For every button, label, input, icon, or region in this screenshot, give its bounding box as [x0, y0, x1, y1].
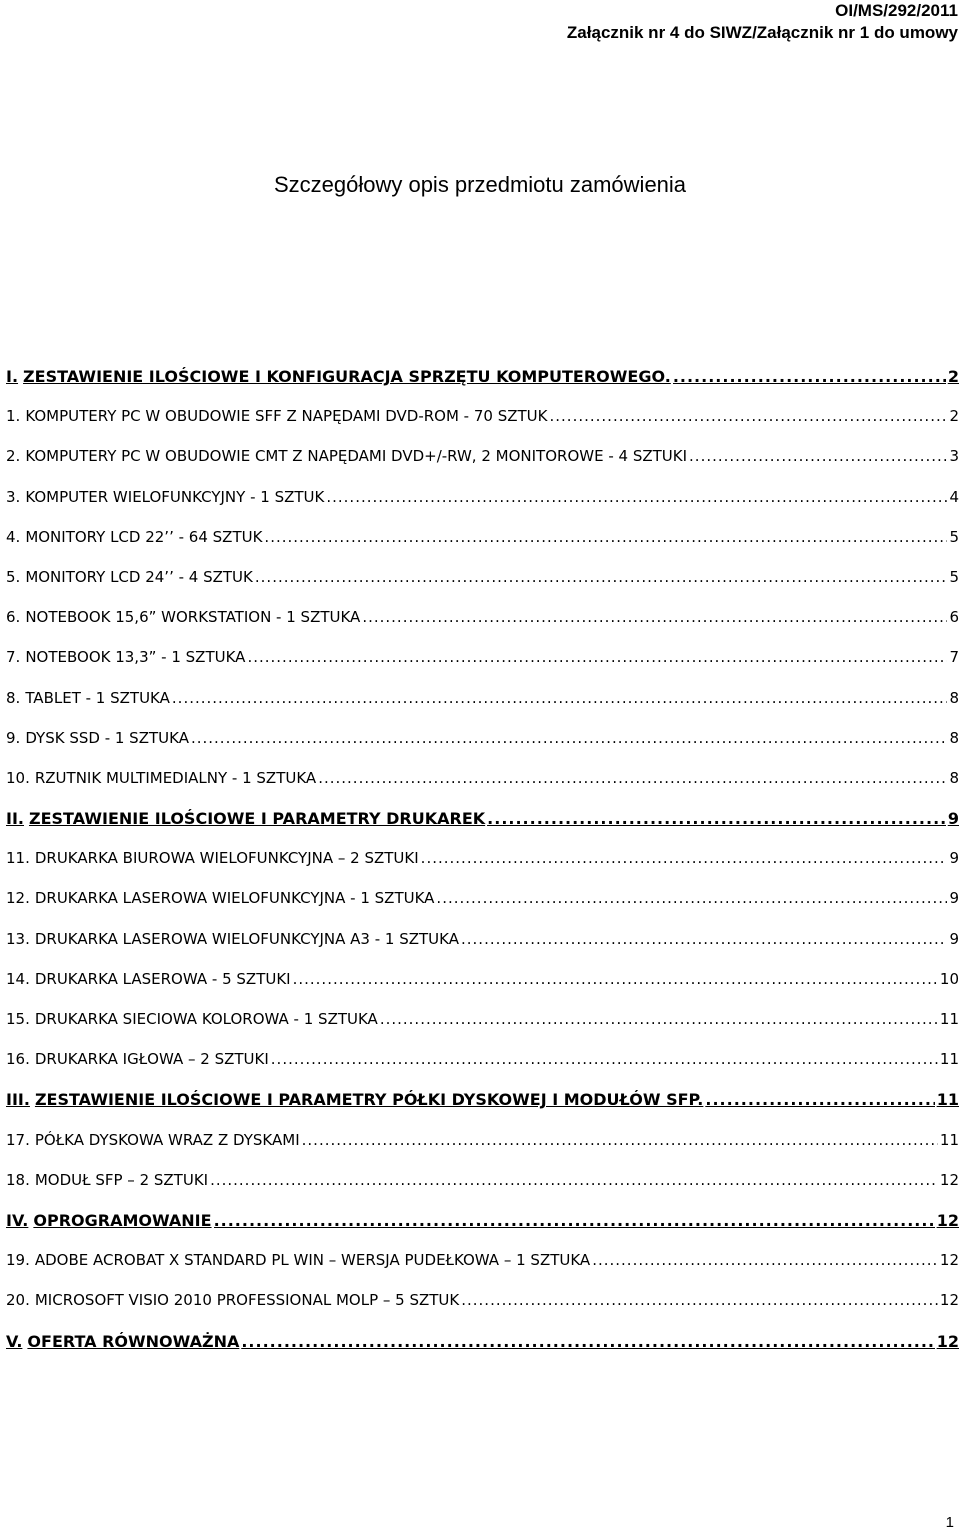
toc-entry-page: 9 — [949, 889, 959, 908]
toc-entry-number: V. — [6, 1331, 23, 1351]
toc-dot-leader — [362, 608, 947, 626]
toc-entry[interactable] — [6, 729, 959, 769]
toc-dot-leader — [264, 528, 947, 546]
toc-dot-leader — [461, 930, 947, 948]
toc-entry-page: 5 — [949, 527, 959, 546]
toc-entry-page: 12 — [939, 1170, 959, 1189]
toc-entry[interactable] — [6, 608, 959, 648]
toc-entry-label: MONITORY LCD 22’’ - 64 SZTUK — [25, 527, 263, 546]
toc-entry-page: 12 — [939, 1251, 959, 1270]
toc-dot-leader — [241, 1332, 934, 1351]
toc-entry[interactable] — [6, 849, 959, 889]
toc-entry-number: 9. — [6, 728, 21, 747]
toc-entry-number: 12. — [6, 889, 30, 908]
toc-entry-number: IV. — [6, 1210, 29, 1230]
toc-entry-label: ZESTAWIENIE ILOŚCIOWE I PARAMETRY DRUKAREK — [28, 809, 486, 829]
toc-entry-label: DRUKARKA LASEROWA WIELOFUNKCYJNA - 1 SZTUKA — [34, 889, 435, 908]
toc-entry-label: MODUŁ SFP – 2 SZTUKI — [34, 1170, 209, 1189]
toc-dot-leader — [326, 488, 947, 506]
document-header — [567, 0, 958, 44]
toc-entry-page: 12 — [939, 1291, 959, 1310]
toc-entry-number: III. — [6, 1090, 30, 1110]
toc-dot-leader — [318, 769, 947, 787]
toc-entry-number: 20. — [6, 1291, 30, 1310]
toc-entry[interactable] — [6, 648, 959, 688]
toc-entry-page: 6 — [949, 608, 959, 627]
toc-entry-label: DRUKARKA LASEROWA WIELOFUNKCYJNA A3 - 1 SZTUKA — [34, 929, 459, 948]
toc-entry[interactable] — [6, 1251, 959, 1291]
toc-entry-page: 8 — [949, 688, 959, 707]
toc-entry-number: 11. — [6, 849, 30, 868]
toc-entry-number: 10. — [6, 768, 30, 787]
toc-dot-leader — [436, 889, 947, 907]
toc-dot-leader — [191, 729, 947, 747]
toc-entry-number: 4. — [6, 527, 21, 546]
toc-entry-page: 11 — [939, 1050, 959, 1069]
toc-dot-leader — [293, 970, 938, 988]
toc-entry[interactable] — [6, 1291, 959, 1331]
toc-dot-leader — [487, 809, 946, 828]
toc-dot-leader — [421, 849, 948, 867]
toc-entry-page: 11 — [939, 1130, 959, 1149]
toc-dot-leader — [461, 1291, 938, 1309]
toc-entry-page: 9 — [947, 809, 959, 829]
toc-dot-leader — [673, 367, 946, 386]
toc-entry-number: 7. — [6, 648, 21, 667]
toc-dot-leader — [214, 1211, 935, 1230]
toc-entry-number: 19. — [6, 1251, 30, 1270]
toc-dot-leader — [705, 1090, 934, 1109]
toc-entry-page: 4 — [949, 487, 959, 506]
attachment-label: Załącznik nr 4 do SIWZ/Załącznik nr 1 do umowy — [566, 23, 958, 42]
toc-entry-label: NOTEBOOK 15,6” WORKSTATION - 1 SZTUKA — [25, 608, 361, 627]
toc-entry[interactable] — [6, 689, 959, 729]
toc-entry[interactable] — [6, 1131, 959, 1171]
toc-entry-label: ZESTAWIENIE ILOŚCIOWE I PARAMETRY PÓŁKI DYSKOWEJ I MODUŁÓW SFP. — [34, 1090, 704, 1110]
toc-entry-label: DRUKARKA SIECIOWA KOLOROWA - 1 SZTUKA — [34, 1010, 378, 1028]
toc-entry-page: 11 — [939, 1010, 959, 1028]
page-number: 1 — [945, 1514, 954, 1531]
document-title: Szczegółowy opis przedmiotu zamówienia — [273, 172, 687, 197]
toc-entry[interactable] — [6, 1050, 959, 1090]
toc-entry-number: 14. — [6, 969, 30, 988]
toc-entry-page: 12 — [936, 1331, 959, 1351]
table-of-contents — [6, 367, 959, 1372]
toc-entry-number: II. — [6, 809, 24, 829]
toc-entry-label: RZUTNIK MULTIMEDIALNY - 1 SZTUKA — [34, 768, 317, 787]
toc-entry-label: DRUKARKA IGŁOWA – 2 SZTUKI — [34, 1050, 269, 1069]
toc-entry-label: KOMPUTERY PC W OBUDOWIE CMT Z NAPĘDAMI DVD+/-RW, 2 MONITOROWE - 4 SZTUKI — [25, 447, 688, 466]
toc-entry-number: 2. — [6, 447, 21, 466]
toc-entry[interactable] — [6, 1010, 959, 1050]
toc-entry-page: 2 — [949, 407, 959, 426]
toc-entry-number: 6. — [6, 608, 21, 627]
toc-entry-page: 12 — [936, 1210, 959, 1230]
toc-entry-label: KOMPUTER WIELOFUNKCYJNY - 1 SZTUK — [25, 487, 325, 506]
toc-entry[interactable] — [6, 407, 959, 447]
toc-entry[interactable] — [6, 970, 959, 1010]
toc-dot-leader — [210, 1171, 938, 1189]
toc-dot-leader — [172, 689, 948, 707]
toc-entry-page: 5 — [949, 567, 959, 586]
toc-entry-label: MONITORY LCD 24’’ - 4 SZTUK — [25, 567, 253, 586]
toc-entry-label: DRUKARKA LASEROWA - 5 SZTUKI — [34, 969, 291, 988]
toc-entry-page: 7 — [949, 648, 959, 667]
toc-entry-label: OFERTA RÓWNOWAŻNA — [27, 1331, 240, 1351]
toc-entry-label: MICROSOFT VISIO 2010 PROFESSIONAL MOLP – 5 SZTUK — [34, 1291, 460, 1310]
toc-entry-page: 10 — [939, 969, 959, 988]
toc-entry[interactable] — [6, 447, 959, 487]
toc-entry-number: 1. — [6, 407, 21, 426]
toc-dot-leader — [302, 1131, 938, 1149]
toc-entry-label: NOTEBOOK 13,3” - 1 SZTUKA — [25, 648, 246, 667]
toc-dot-leader — [380, 1010, 938, 1028]
toc-entry-page: 9 — [949, 849, 959, 868]
toc-entry-number: 17. — [6, 1130, 30, 1149]
toc-entry-number: 5. — [6, 567, 21, 586]
toc-dot-leader — [255, 568, 948, 586]
toc-section-entry[interactable] — [6, 1211, 959, 1251]
toc-entry[interactable] — [6, 930, 959, 970]
toc-entry-number: 18. — [6, 1170, 30, 1189]
reference-number: OI/MS/292/2011 — [835, 1, 958, 20]
toc-entry-label: PÓŁKA DYSKOWA WRAZ Z DYSKAMI — [34, 1130, 300, 1149]
toc-entry-label: TABLET - 1 SZTUKA — [25, 688, 170, 707]
toc-dot-leader — [271, 1050, 938, 1068]
toc-section-entry[interactable] — [6, 809, 959, 849]
toc-dot-leader — [550, 407, 948, 425]
toc-entry-number: 15. — [6, 1010, 30, 1028]
toc-entry[interactable] — [6, 568, 959, 608]
toc-entry-number: I. — [6, 367, 19, 386]
toc-entry-number: 16. — [6, 1050, 30, 1069]
toc-entry-label: DYSK SSD - 1 SZTUKA — [25, 728, 189, 747]
toc-entry[interactable] — [6, 889, 959, 929]
toc-entry-number: 13. — [6, 929, 30, 948]
toc-entry-page: 3 — [949, 447, 959, 466]
toc-entry[interactable] — [6, 528, 959, 568]
toc-entry-page: 8 — [949, 768, 959, 787]
toc-entry-number: 3. — [6, 487, 21, 506]
toc-entry-page: 9 — [949, 929, 959, 948]
toc-entry-label: OPROGRAMOWANIE — [33, 1210, 212, 1230]
toc-dot-leader — [247, 648, 947, 666]
toc-entry-page: 2 — [947, 367, 959, 386]
toc-entry-label: KOMPUTERY PC W OBUDOWIE SFF Z NAPĘDAMI DVD-ROM - 70 SZTUK — [25, 407, 548, 426]
toc-dot-leader — [689, 447, 947, 465]
toc-entry-label: ADOBE ACROBAT X STANDARD PL WIN – WERSJA PUDEŁKOWA – 1 SZTUKA — [34, 1251, 591, 1270]
toc-entry[interactable] — [6, 488, 959, 528]
toc-entry[interactable] — [6, 1171, 959, 1211]
toc-entry[interactable] — [6, 769, 959, 809]
toc-entry-number: 8. — [6, 688, 21, 707]
toc-dot-leader — [592, 1251, 938, 1269]
toc-section-entry[interactable] — [6, 1090, 959, 1130]
toc-entry-page: 11 — [936, 1090, 959, 1110]
toc-entry-label: DRUKARKA BIUROWA WIELOFUNKCYJNA – 2 SZTUKI — [34, 849, 419, 868]
toc-section-entry[interactable] — [6, 367, 959, 407]
toc-section-entry[interactable] — [6, 1332, 959, 1372]
toc-entry-page: 8 — [949, 728, 959, 747]
toc-entry-label: ZESTAWIENIE ILOŚCIOWE I KONFIGURACJA SPRZĘTU KOMPUTEROWEGO. — [23, 367, 671, 386]
